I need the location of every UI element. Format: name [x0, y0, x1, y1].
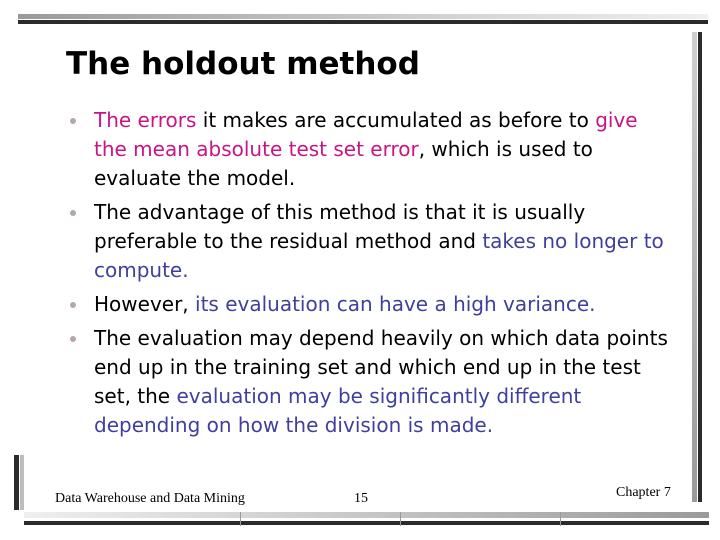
frame-tick: [400, 512, 401, 526]
footer-page-number: 15: [354, 491, 368, 506]
footer-course-title: Data Warehouse and Data Mining: [55, 491, 245, 506]
bullet-text-segment: evaluation may be significantly different depending on how the division is made.: [94, 384, 582, 437]
frame-right-gray-bar: [692, 32, 697, 502]
bullet-text-segment: The errors: [94, 108, 197, 132]
bullet-text-segment: takes no longer to compute.: [94, 229, 664, 282]
frame-tick: [240, 512, 241, 526]
frame-top-gray-bar: [18, 14, 708, 19]
bullet-list: [66, 106, 676, 445]
bullet-text-segment: However,: [94, 292, 196, 316]
bullet-text-segment: give the mean absolute test set error: [94, 108, 638, 161]
frame-bottom-gray-bar: [24, 512, 709, 518]
bullet-dot-icon: [70, 118, 76, 124]
bullet-text-segment: The evaluation may depend heavily on which data points end up in the training set and which end up in the test set, the: [94, 326, 668, 408]
frame-right-dark-bar: [698, 32, 702, 502]
bullet-dot-icon: [70, 336, 76, 342]
bullet-dot-icon: [70, 302, 76, 308]
bullet-text-segment: , which is used to evaluate the model.: [94, 137, 593, 190]
slide-title: The holdout method: [66, 46, 420, 82]
bullet-item: [66, 290, 676, 319]
frame-left-dark-bar: [14, 455, 19, 510]
bullet-item: [66, 324, 676, 440]
bullet-dot-icon: [70, 210, 76, 216]
frame-bottom-dark-bar: [24, 521, 709, 525]
frame-left-gray-bar: [20, 455, 24, 510]
bullet-text-segment: it makes are accumulated as before to: [196, 108, 596, 132]
bullet-item: [66, 198, 676, 285]
frame-tick: [560, 512, 561, 526]
bullet-item: [66, 106, 676, 193]
frame-top-dark-bar: [18, 20, 708, 24]
bullet-text-segment: The advantage of this method is that it is usually preferable to the residual method and: [94, 200, 586, 253]
bullet-text-segment: its evaluation can have a high variance.: [195, 292, 596, 316]
footer-chapter: Chapter 7: [616, 485, 671, 500]
